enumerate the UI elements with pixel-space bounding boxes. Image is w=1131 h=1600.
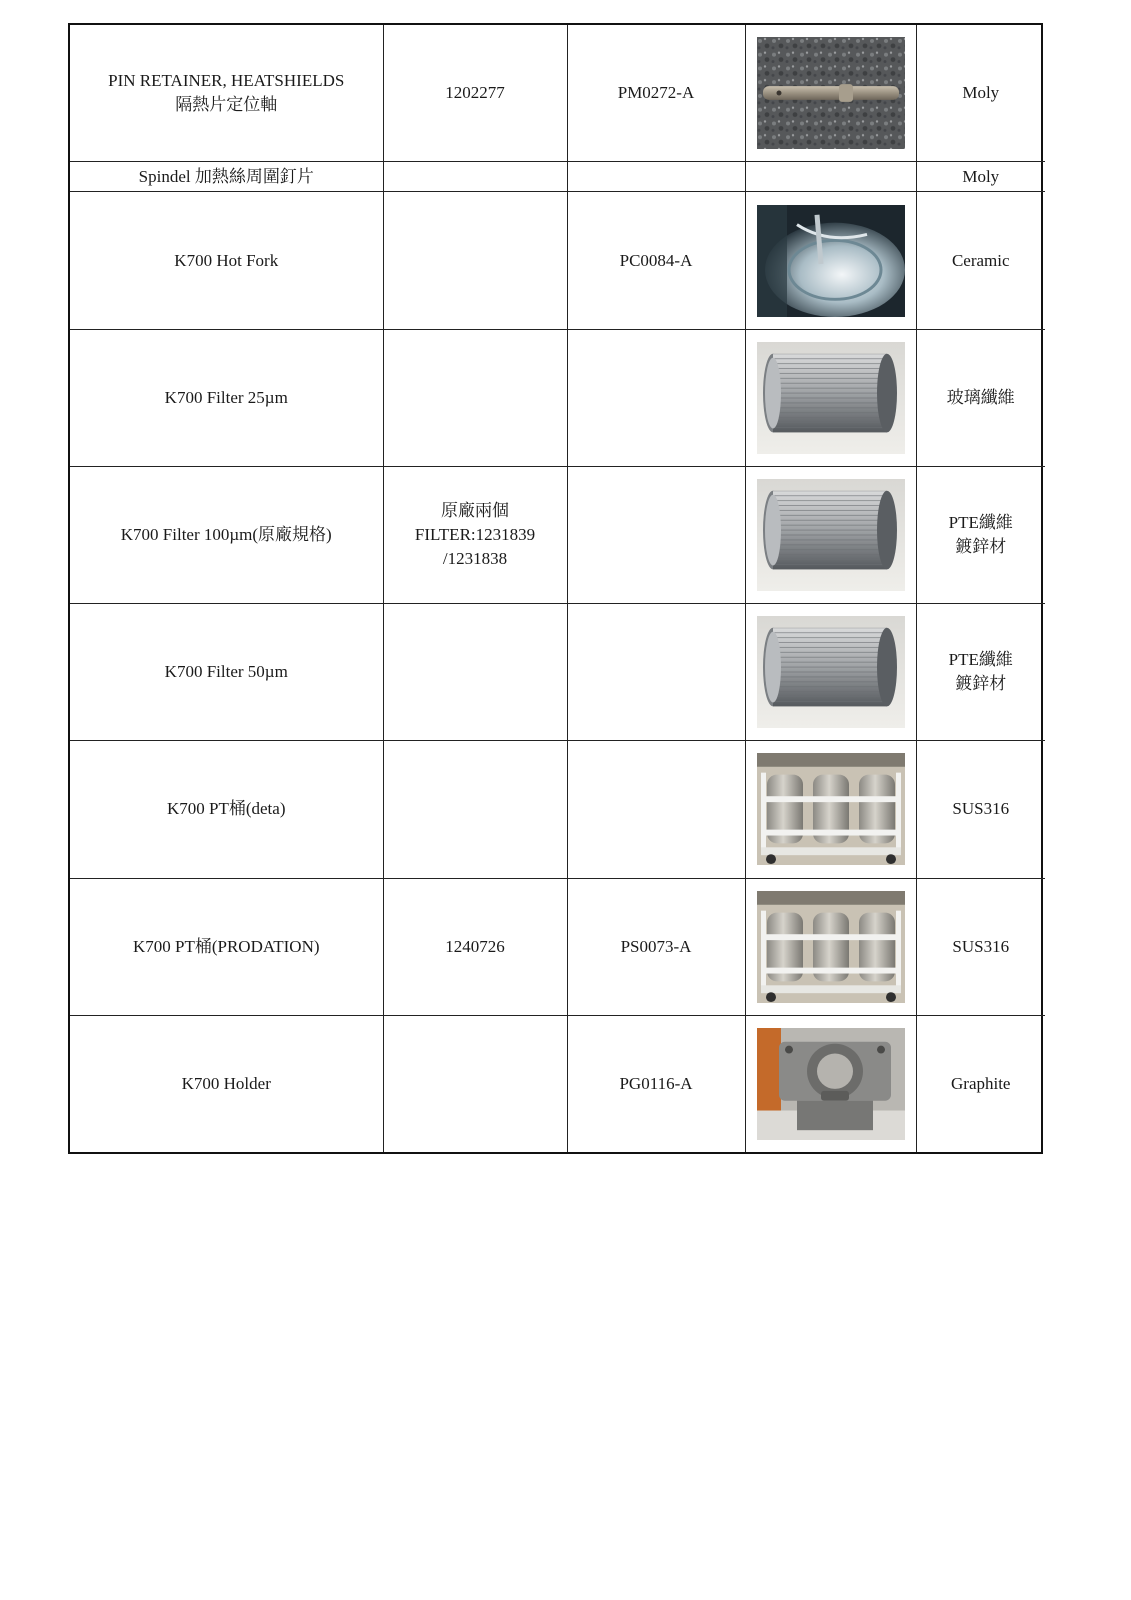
item-name-cell-line: K700 Filter 100µm(原廠規格) (120, 525, 332, 545)
item-code: PS0073-A (620, 936, 692, 956)
part-number-cell (383, 25, 567, 162)
item-code-cell (567, 878, 745, 1015)
item-code: PM0272-A (617, 83, 695, 103)
item-code: PC0084-A (619, 250, 693, 270)
table-row (70, 878, 1045, 1015)
material-cell-line: 鍍鋅材 (955, 537, 1007, 557)
material-cell-line: Moly (962, 83, 1000, 103)
parts-table-frame (68, 23, 1043, 1154)
item-code-cell (567, 1015, 745, 1152)
part-number-cell (383, 1015, 567, 1152)
item-code-cell (567, 329, 745, 466)
table-row (70, 1015, 1045, 1152)
material-cell-line: 玻璃纖維 (946, 387, 1015, 407)
pt-tank-rack-photo (757, 891, 905, 1003)
table-row (70, 329, 1045, 466)
item-code-cell (567, 162, 745, 192)
item-name-cell (70, 192, 383, 329)
part-number-cell (383, 878, 567, 1015)
part-number-cell-line: 原廠兩個 (441, 501, 509, 521)
item-name-cell (70, 466, 383, 603)
part-number-cell-line: 1240726 (445, 936, 505, 956)
item-name-cell (70, 741, 383, 878)
photo-cell (745, 1015, 916, 1152)
material-cell-line: SUS316 (952, 936, 1010, 956)
material-cell (916, 878, 1045, 1015)
part-number-cell-line: /1231838 (442, 549, 508, 569)
material-cell-line: PTE纖維 (948, 513, 1013, 533)
part-number-cell (383, 162, 567, 192)
material-cell-line: 鍍鋅材 (955, 674, 1007, 694)
table-row (70, 741, 1045, 878)
filter-photo (757, 616, 905, 728)
table-row (70, 25, 1045, 162)
item-code-cell (567, 25, 745, 162)
photo-cell (745, 466, 916, 603)
photo-cell (745, 162, 916, 192)
photo-cell (745, 878, 916, 1015)
part-number-cell (383, 604, 567, 741)
part-number-cell (383, 741, 567, 878)
item-name-cell-line: K700 Holder (181, 1073, 271, 1093)
material-cell-line: Ceramic (951, 250, 1010, 270)
holder-photo (757, 1028, 905, 1140)
material-cell-line: Moly (962, 166, 1000, 186)
material-cell (916, 604, 1045, 741)
table-row (70, 604, 1045, 741)
material-cell (916, 25, 1045, 162)
item-name-cell-line: K700 Filter 25µm (164, 387, 288, 407)
material-cell (916, 162, 1045, 192)
material-cell (916, 329, 1045, 466)
photo-cell (745, 329, 916, 466)
item-name-cell (70, 162, 383, 192)
item-code-cell (567, 192, 745, 329)
item-name-cell (70, 329, 383, 466)
item-name-cell-line: PIN RETAINER, HEATSHIELDS (108, 71, 345, 91)
material-cell-line: PTE纖維 (948, 650, 1013, 670)
part-number-cell-line: FILTER:1231839 (414, 525, 536, 545)
part-number-cell (383, 466, 567, 603)
material-cell-line: Graphite (951, 1073, 1011, 1093)
photo-cell (745, 604, 916, 741)
item-name-cell-line: K700 PT桶(deta) (166, 799, 286, 819)
pin-retainer-photo (757, 37, 905, 149)
item-code: PG0116-A (619, 1073, 693, 1093)
item-name-cell-line: Spindel 加熱絲周圍釘片 (138, 166, 314, 186)
item-name-cell-line: K700 PT桶(PRODATION) (132, 936, 320, 956)
table-row (70, 192, 1045, 329)
part-number-cell (383, 192, 567, 329)
photo-cell (745, 741, 916, 878)
item-name-cell-line: K700 Hot Fork (174, 250, 279, 270)
hot-fork-photo (757, 205, 905, 317)
material-cell (916, 741, 1045, 878)
item-name-cell (70, 604, 383, 741)
item-name-cell-line: 隔熱片定位軸 (175, 95, 278, 115)
table-row (70, 466, 1045, 603)
item-code-cell (567, 466, 745, 603)
part-number-cell (383, 329, 567, 466)
filter-photo (757, 342, 905, 454)
material-cell-line: SUS316 (952, 799, 1010, 819)
photo-cell (745, 192, 916, 329)
filter-photo (757, 479, 905, 591)
parts-table (70, 25, 1045, 1152)
pt-tank-rack-photo (757, 753, 905, 865)
table-row (70, 162, 1045, 192)
photo-cell (745, 25, 916, 162)
material-cell (916, 192, 1045, 329)
material-cell (916, 1015, 1045, 1152)
item-code-cell (567, 604, 745, 741)
item-name-cell-line: K700 Filter 50µm (164, 662, 288, 682)
item-name-cell (70, 878, 383, 1015)
item-name-cell (70, 25, 383, 162)
item-code-cell (567, 741, 745, 878)
material-cell (916, 466, 1045, 603)
part-number-cell-line: 1202277 (445, 83, 505, 103)
item-name-cell (70, 1015, 383, 1152)
